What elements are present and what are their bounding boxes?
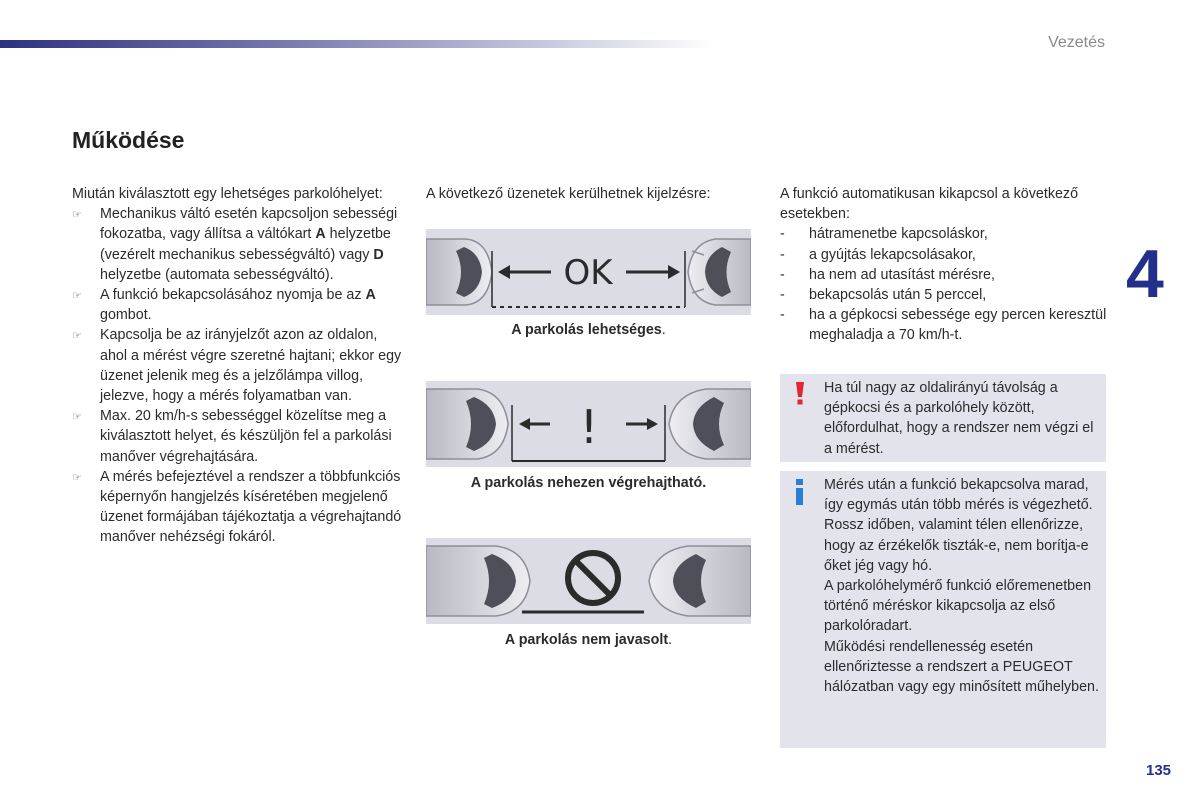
exclamation-icon (790, 380, 810, 406)
warning-text: Ha túl nagy az oldalirányú távolság a gépkocsi és a parkolóhely között, előfordulhat, hogy a rendszer nem végzi el a mérést. (824, 380, 1094, 457)
info-icon (790, 479, 810, 505)
list-item: - a gyújtás lekapcsolásakor, (780, 246, 976, 263)
warning-note (780, 374, 1106, 462)
list-item: ☞ A mérés befejeztével a rendszer a többfunkciós képernyőn hangjelzés kíséretében megjelenő üzenet formájában tájékoztatja a végrehajtandó manőver nehézségi fokáról. (72, 467, 402, 548)
left-arrow (519, 418, 550, 430)
messages-intro: A következő üzenetek kerülhetnek kijelzésre: (426, 186, 711, 202)
parked-car-rear (426, 239, 492, 305)
parking-difficult-illustration (426, 381, 751, 467)
list-item: - ha a gépkocsi sebessége egy percen keresztül meghaladja a 70 km/h-t. (780, 307, 1107, 344)
info-note (780, 471, 1106, 748)
parking-possible-illustration (426, 229, 751, 315)
page-title: Működése (72, 127, 185, 153)
section-label: Vezetés (1048, 34, 1105, 51)
list-item: - hátramenetbe kapcsoláskor, (780, 226, 988, 243)
exclamation-label: ! (579, 400, 599, 454)
header-bar (0, 40, 715, 48)
list-item: ☞ Max. 20 km/h-s sebességgel közelítse meg a kiválasztott helyet, és készüljön fel a parkolási manőver végrehajtására. (72, 406, 402, 467)
list-item: - ha nem ad utasítást mérésre, (780, 266, 995, 283)
column-auto-off (780, 184, 1110, 346)
right-arrow (626, 265, 680, 279)
parked-car-rear (426, 389, 508, 459)
hand-pointer-icon: ☞ (72, 330, 82, 343)
parked-car-front (669, 389, 751, 459)
parking-not-recommended-illustration (426, 538, 751, 624)
ok-label: OK (563, 253, 613, 293)
parked-car-front (688, 239, 751, 305)
list-item: - bekapcsolás után 5 perccel, (780, 287, 987, 304)
caption-not-recommended: A parkolás nem javasolt. (504, 632, 673, 648)
info-text: Mérés után a funkció bekapcsolva marad, így egymás után több mérés is végezhető. Rossz időben, valamint télen ellenőrizze, hogy az érzékelők tiszták-e, nem borítja-e őket jég vagy hó. A parkolóhelymérő funkció előremenetben történő méréskor kikapcsolja az első parkolóradart. Működési rendellenesség esetén ellenőriztesse a rendszert a PEUGEOT hálózatban vagy egy minősített műhelyben. (824, 477, 1099, 696)
hand-pointer-icon: ☞ (72, 209, 82, 222)
hand-pointer-icon: ☞ (72, 290, 82, 303)
column-procedure (72, 184, 402, 548)
chapter-number: 4 (1126, 236, 1164, 312)
right-arrow (626, 418, 658, 430)
parked-car-rear (426, 546, 530, 616)
hand-pointer-icon: ☞ (72, 471, 82, 484)
page-number: 135 (1146, 762, 1172, 779)
hand-pointer-icon: ☞ (72, 411, 82, 424)
auto-off-intro: A funkció automatikusan kikapcsol a következő esetekben: (780, 186, 1079, 223)
caption-difficult: A parkolás nehezen végrehajtható. (470, 475, 707, 491)
list-item: ☞ A funkció bekapcsolásához nyomja be az A gombot. (72, 285, 402, 325)
list-item: ☞ Mechanikus váltó esetén kapcsoljon sebességi fokozatba, vagy állítsa a váltókart A helyzetbe (vezérelt mechanikus sebességváltó) vagy D helyzetbe (automata sebességváltó). (72, 204, 402, 285)
caption-possible: A parkolás lehetséges. (511, 322, 666, 338)
procedure-intro: Miután kiválasztott egy lehetséges parkolóhelyet: (72, 186, 383, 202)
left-arrow (498, 265, 551, 279)
list-item: ☞ Kapcsolja be az irányjelzőt azon az oldalon, ahol a mérést végre szeretné hajtani; ekkor egy üzenet jelenik meg és a jelzőlámpa villog, jelezve, hogy a mérés folyamatban van. (72, 325, 402, 406)
no-entry-icon (568, 553, 618, 603)
parked-car-front (649, 546, 751, 616)
